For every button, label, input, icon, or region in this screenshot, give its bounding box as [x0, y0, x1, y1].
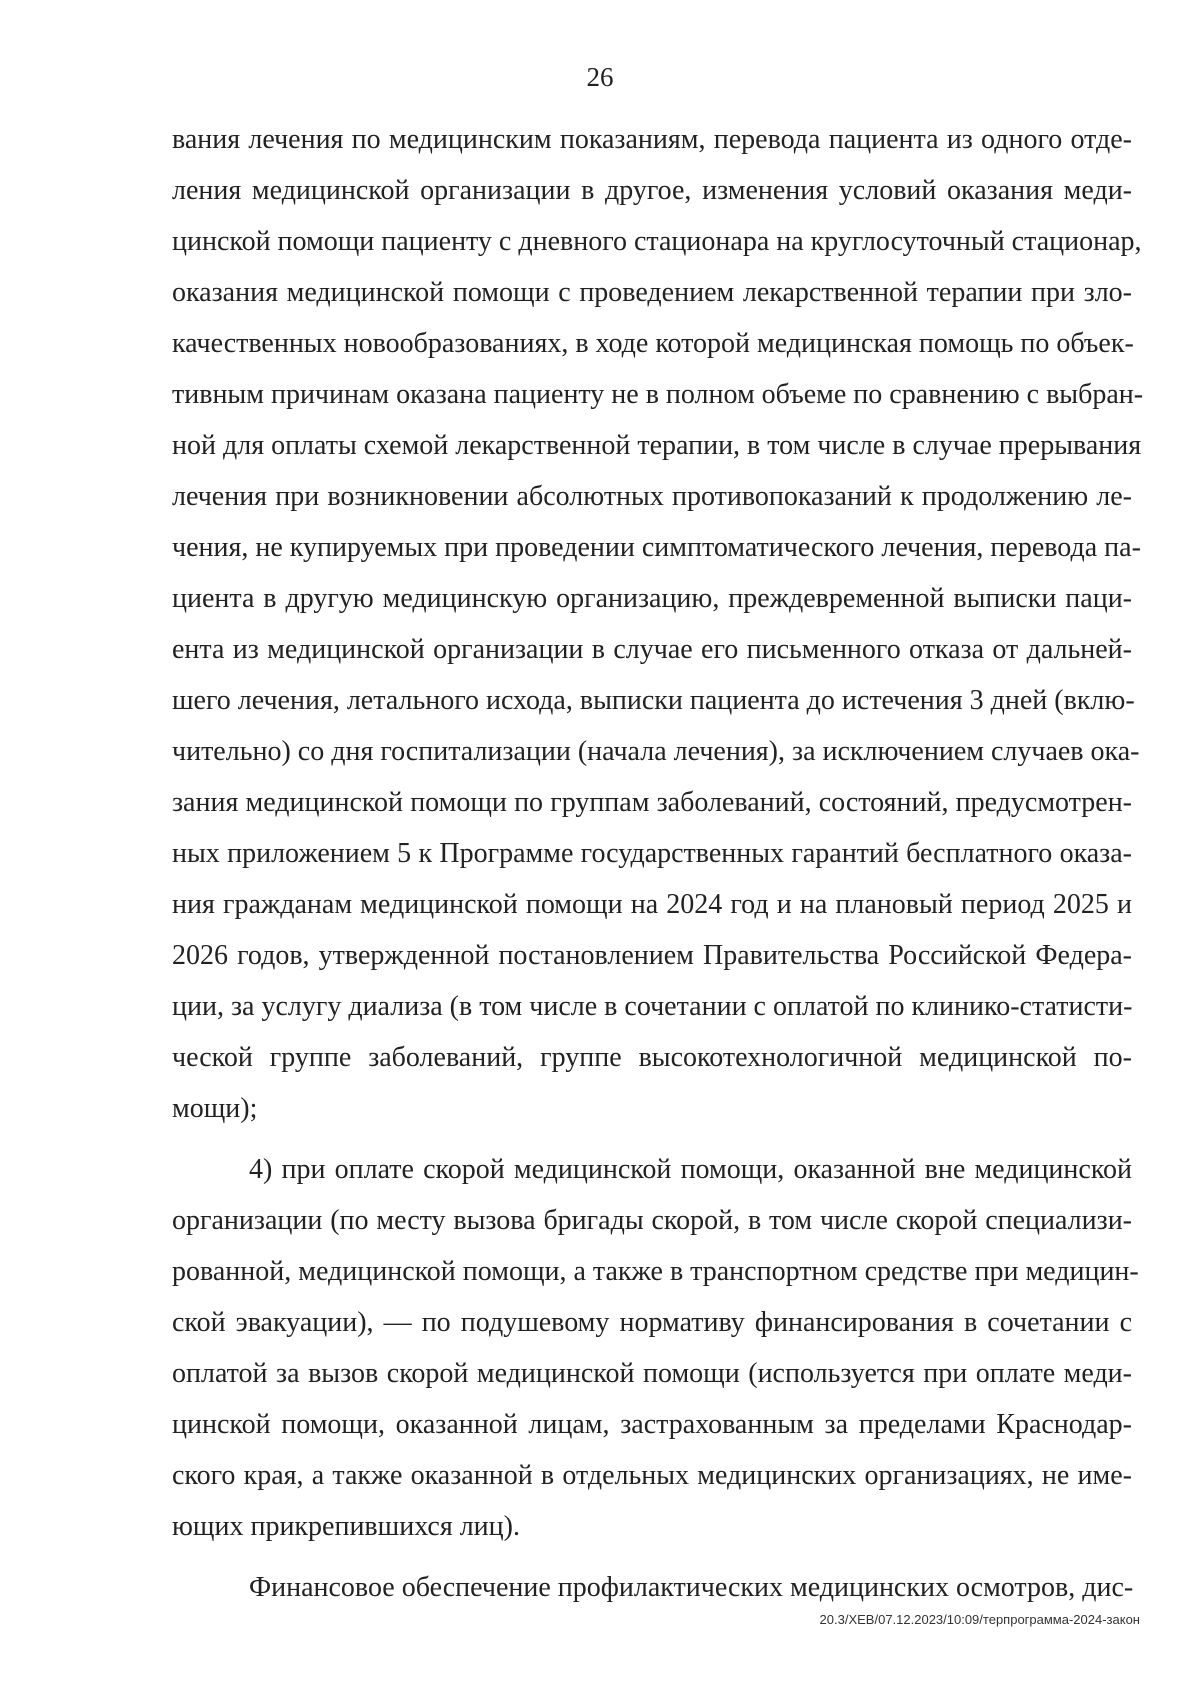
text-line: ющих прикрепившихся лиц).	[172, 1511, 520, 1542]
text-line: 2026 годов, утвержденной постановлением Правительства Российской Федера-	[172, 940, 1132, 971]
text-line: ления медицинской организации в другое, изменения условий оказания меди-	[172, 175, 1132, 206]
document-footer-stamp: 20.3/ХЕВ/07.12.2023/10:09/терпрограмма-2024-закон	[819, 1612, 1140, 1627]
text-line: цинской помощи, оказанной лицам, застрахованным за пределами Краснодар-	[172, 1409, 1132, 1440]
text-line: качественных новообразованиях, в ходе которой медицинская помощь по объек-	[172, 328, 1134, 359]
text-line: шего лечения, летального исхода, выписки пациента до истечения 3 дней (вклю-	[172, 685, 1135, 716]
text-line: ции, за услугу диализа (в том числе в сочетании с оплатой по клинико-статисти-	[172, 991, 1133, 1022]
paragraph-item-4	[172, 1144, 1139, 1552]
text-line: циента в другую медицинскую организацию, преждевременной выписки паци-	[172, 583, 1132, 614]
text-line: мощи);	[172, 1093, 258, 1124]
text-line: ческой группе заболеваний, группе высокотехнологичной медицинской по-	[172, 1042, 1132, 1073]
text-line: ской эвакуации), — по подушевому нормативу финансирования в сочетании с	[172, 1307, 1132, 1338]
page-number: 26	[586, 62, 614, 92]
text-line: ной для оплаты схемой лекарственной терапии, в том числе в случае прерывания	[172, 430, 1142, 461]
text-line: тивным причинам оказана пациенту не в полном объеме по сравнению с выбран-	[172, 379, 1144, 410]
text-line: цинской помощи пациенту с дневного стационара на круглосуточный стационар,	[172, 226, 1142, 257]
text-line: лечения при возникновении абсолютных противопоказаний к продолжению ле-	[172, 481, 1132, 512]
text-line: оплатой за вызов скорой медицинской помощи (используется при оплате меди-	[172, 1358, 1132, 1389]
text-line: ента из медицинской организации в случае его письменного отказа от дальней-	[172, 634, 1132, 665]
text-line: вания лечения по медицинским показаниям, перевода пациента из одного отде-	[172, 124, 1132, 155]
text-line: ского края, а также оказанной в отдельных медицинских организациях, не име-	[172, 1460, 1132, 1491]
text-line: Финансовое обеспечение профилактических медицинских осмотров, дис-	[249, 1572, 1134, 1603]
text-line: чения, не купируемых при проведении симптоматического лечения, перевода па-	[172, 532, 1141, 563]
text-line: рованной, медицинской помощи, а также в транспортном средстве при медицин-	[172, 1256, 1139, 1287]
text-line: организации (по месту вызова бригады скорой, в том числе скорой специализи-	[172, 1205, 1132, 1236]
text-line: чительно) со дня госпитализации (начала лечения), за исключением случаев ока-	[172, 736, 1140, 767]
paragraph-financial-support	[172, 1562, 1132, 1613]
document-body	[172, 114, 1144, 1613]
text-line: зания медицинской помощи по группам заболеваний, состояний, предусмотрен-	[172, 787, 1132, 818]
text-line: оказания медицинской помощи с проведением лекарственной терапии при зло-	[172, 277, 1132, 308]
paragraph-continuation	[172, 114, 1144, 1134]
text-line: ния гражданам медицинской помощи на 2024 год и на плановый период 2025 и	[172, 889, 1132, 920]
text-line: 4) при оплате скорой медицинской помощи, оказанной вне медицинской	[249, 1154, 1132, 1185]
text-line: ных приложением 5 к Программе государственных гарантий бесплатного оказа-	[172, 838, 1132, 869]
